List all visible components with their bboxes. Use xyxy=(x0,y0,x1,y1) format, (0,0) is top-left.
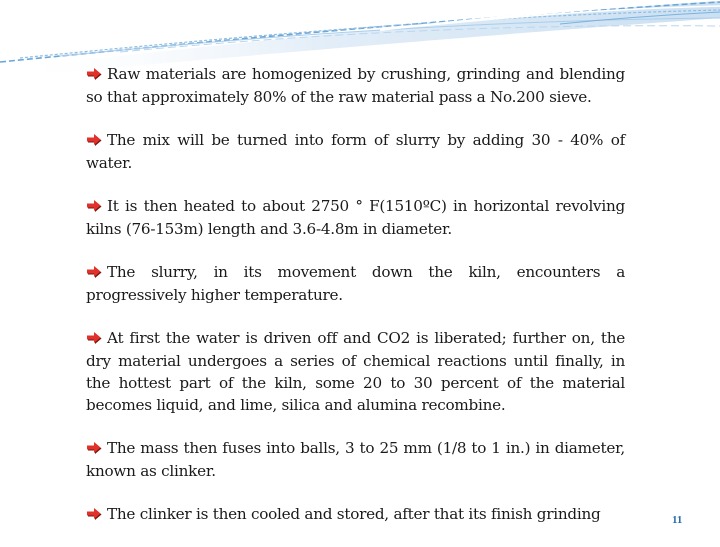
bullet-item xyxy=(86,327,625,416)
bullet-text: The mass then fuses into balls, 3 to 25 mm (1/8 to 1 in.) in diameter, known as clinker. xyxy=(86,439,625,480)
slide-number: 11 xyxy=(672,514,683,526)
bullet-text: The slurry, in its movement down the kiln, encounters a progressively higher temperature. xyxy=(86,263,625,304)
bullet-item xyxy=(86,195,625,240)
bullet-list xyxy=(86,63,625,547)
bullet-text: It is then heated to about 2750 ° F(1510ºC) in horizontal revolving kilns (76-153m) length and 3.6-4.8m in diameter. xyxy=(86,197,625,238)
red-arrow-icon xyxy=(86,504,102,526)
bullet-item xyxy=(86,129,625,174)
bullet-item xyxy=(86,503,625,526)
red-arrow-icon xyxy=(86,262,102,284)
red-arrow-icon xyxy=(86,328,102,350)
bullet-text: Raw materials are homogenized by crushing, grinding and blending so that approximately 80% of the raw material pass a No.200 sieve. xyxy=(86,65,625,106)
red-arrow-icon xyxy=(86,438,102,460)
bullet-text: The clinker is then cooled and stored, after that its finish grinding xyxy=(107,505,601,523)
bullet-item xyxy=(86,437,625,482)
bullet-text: At first the water is driven off and CO2 is liberated; further on, the dry material undergoes a series of chemical reactions until finally, in the hottest part of the kiln, some 20 to 30 percent of the material becomes liquid, and lime, silica and alumina recombine. xyxy=(86,329,625,414)
red-arrow-icon xyxy=(86,196,102,218)
bullet-text: The mix will be turned into form of slurry by adding 30 - 40% of water. xyxy=(86,131,625,172)
bullet-item xyxy=(86,261,625,306)
red-arrow-icon xyxy=(86,130,102,152)
bullet-item xyxy=(86,63,625,108)
red-arrow-icon xyxy=(86,64,102,86)
